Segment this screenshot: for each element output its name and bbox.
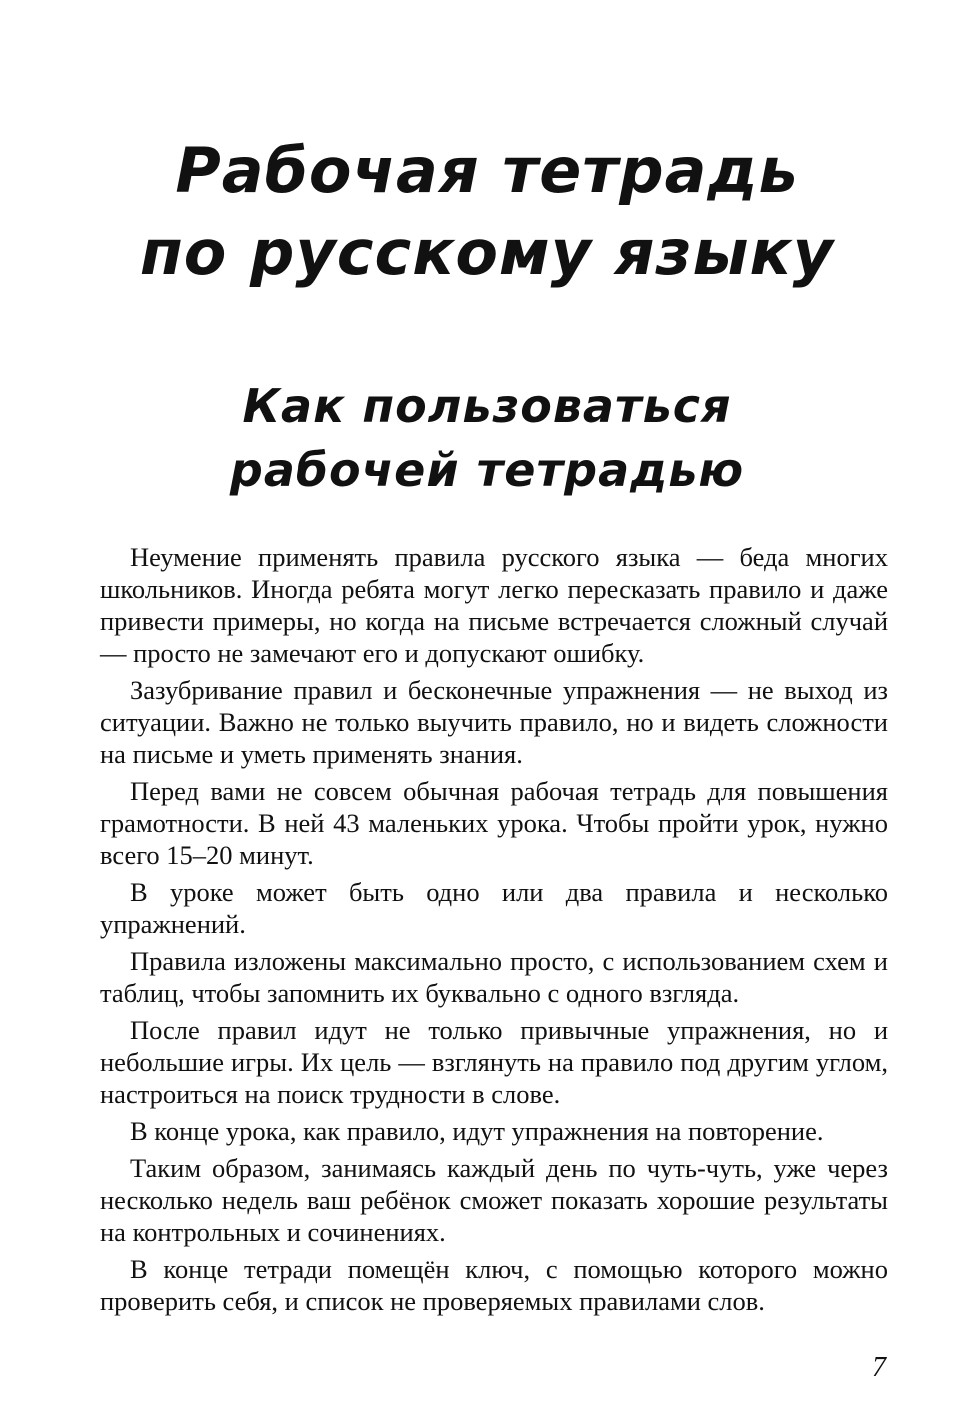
paragraph: В конце урока, как правило, идут упражнения на повторение. [130, 1116, 824, 1146]
paragraph: Правила изложены максимально просто, с использованием схем и таблиц, чтобы запомнить их буквально с одного взгляда. [100, 946, 888, 1008]
section-heading-line-2: рабочей тетрадью [229, 443, 745, 497]
book-title-line-1: Рабочая тетрадь [175, 134, 799, 207]
section-heading-line-1: Как пользоваться [242, 379, 732, 433]
page-number: 7 [872, 1352, 886, 1383]
section-heading [0, 374, 974, 502]
paragraph: После правил идут не только привычные упражнения, но и небольшие игры. Их цель — взглянуть на правило под другим углом, настроиться на поиск трудности в слове. [100, 1015, 888, 1109]
body-text [100, 541, 888, 1322]
paragraph: Перед вами не совсем обычная рабочая тетрадь для повышения грамотности. В ней 43 маленьких урока. Чтобы пройти урок, нужно всего 15–20 минут. [100, 776, 888, 870]
book-title-line-2: по русскому языку [139, 216, 835, 289]
paragraph: Неумение применять правила русского языка — беда многих школьников. Иногда ребята могут легко пересказать правило и даже привести примеры, но когда на письме встречается сложный случай — просто не замечают его и допускают ошибку. [100, 542, 888, 668]
paragraph: В уроке может быть одно или два правила и несколько упражнений. [100, 877, 888, 939]
paragraph: Зазубривание правил и бесконечные упражнения — не выход из ситуации. Важно не только выучить правило, но и видеть сложности на письме и уметь применять знания. [100, 675, 888, 769]
book-title [0, 130, 974, 294]
paragraph: В конце тетради помещён ключ, с помощью которого можно проверить себя, и список не проверяемых правилами слов. [100, 1254, 888, 1316]
paragraph: Таким образом, занимаясь каждый день по чуть-чуть, уже через несколько недель ваш ребёнок сможет показать хорошие результаты на контрольных и сочинениях. [100, 1153, 888, 1247]
